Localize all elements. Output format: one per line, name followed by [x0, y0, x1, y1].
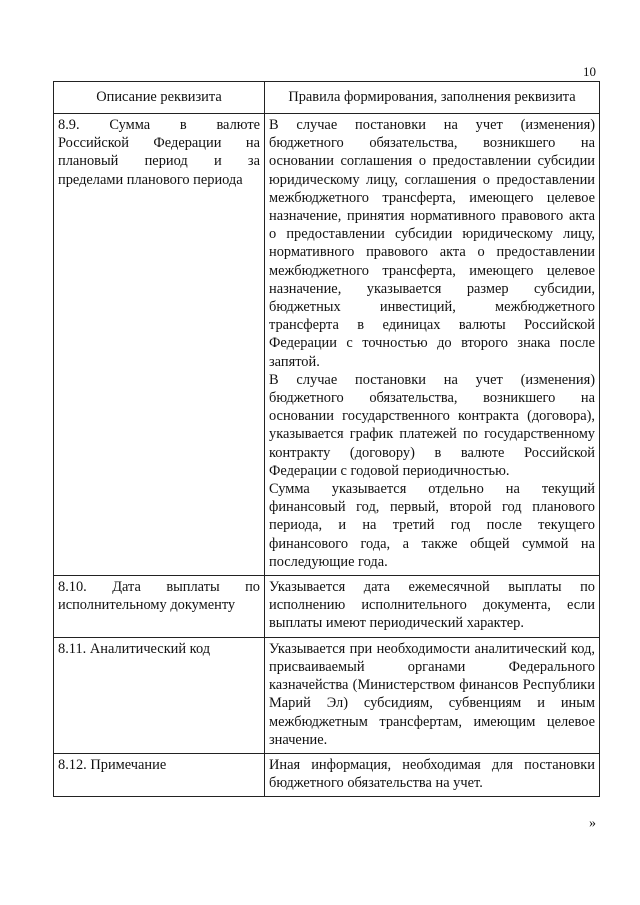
rule-paragraph: Указывается дата ежемесячной выплаты по исполнению исполнительного документа, если выплаты имеют периодический характер.	[269, 579, 595, 632]
table-row	[54, 753, 600, 796]
table-row	[54, 114, 600, 576]
row-description: 8.10. Дата выплаты по исполнительному документу	[54, 576, 265, 638]
header-rules: Правила формирования, заполнения реквизита	[265, 82, 600, 114]
rule-paragraph: В случае постановки на учет (изменения) бюджетного обязательства, возникшего на основании соглашения о предоставлении субсидии юридическому лицу, соглашения о предоставлении межбюджетного трансферта, имеющего целевое назначение, принятия нормативного правового акта о предоставлении субсидии юридическому лицу, нормативного правового акта о предоставлении межбюджетного трансферта, имеющего целевое назначение, указывается размер субсидии, бюджетных инвестиций, межбюджетного трансферта в единицах валюты Российской Федерации с точностью до второго знака после запятой.	[269, 117, 595, 370]
row-description: 8.9. Сумма в валюте Российской Федерации на плановый период и за пределами планового периода	[54, 114, 265, 576]
rule-paragraph: Иная информация, необходимая для постановки бюджетного обязательства на учет.	[269, 756, 595, 792]
row-description: 8.11. Аналитический код	[54, 637, 265, 753]
requisites-table	[53, 81, 600, 797]
table-row	[54, 576, 600, 638]
page-number: 10	[583, 64, 596, 79]
row-rules	[265, 753, 600, 796]
closing-quote: »	[589, 816, 596, 831]
rule-paragraph: Указывается при необходимости аналитический код, присваиваемый органами Федерального казначейства (Министерством финансов Республики Марий Эл) субсидиям, субвенциям и иным межбюджетным трансфертам, имеющим целевое значение.	[269, 640, 595, 748]
row-description: 8.12. Примечание	[54, 753, 265, 796]
table-row	[54, 637, 600, 753]
row-rules	[265, 114, 600, 576]
row-rules	[265, 637, 600, 753]
table-header-row	[54, 82, 600, 114]
rule-paragraph: Сумма указывается отдельно на текущий финансовый год, первый, второй год планового периода, и на третий год после текущего финансового года, а также общей суммой на последующие года.	[269, 481, 595, 570]
row-rules	[265, 576, 600, 638]
rule-paragraph: В случае постановки на учет (изменения) бюджетного обязательства, возникшего на основании государственного контракта (договора), указывается график платежей по государственному контракту (договору) в валюте Российской Федерации с годовой периодичностью.	[269, 371, 595, 479]
header-description: Описание реквизита	[54, 82, 265, 114]
